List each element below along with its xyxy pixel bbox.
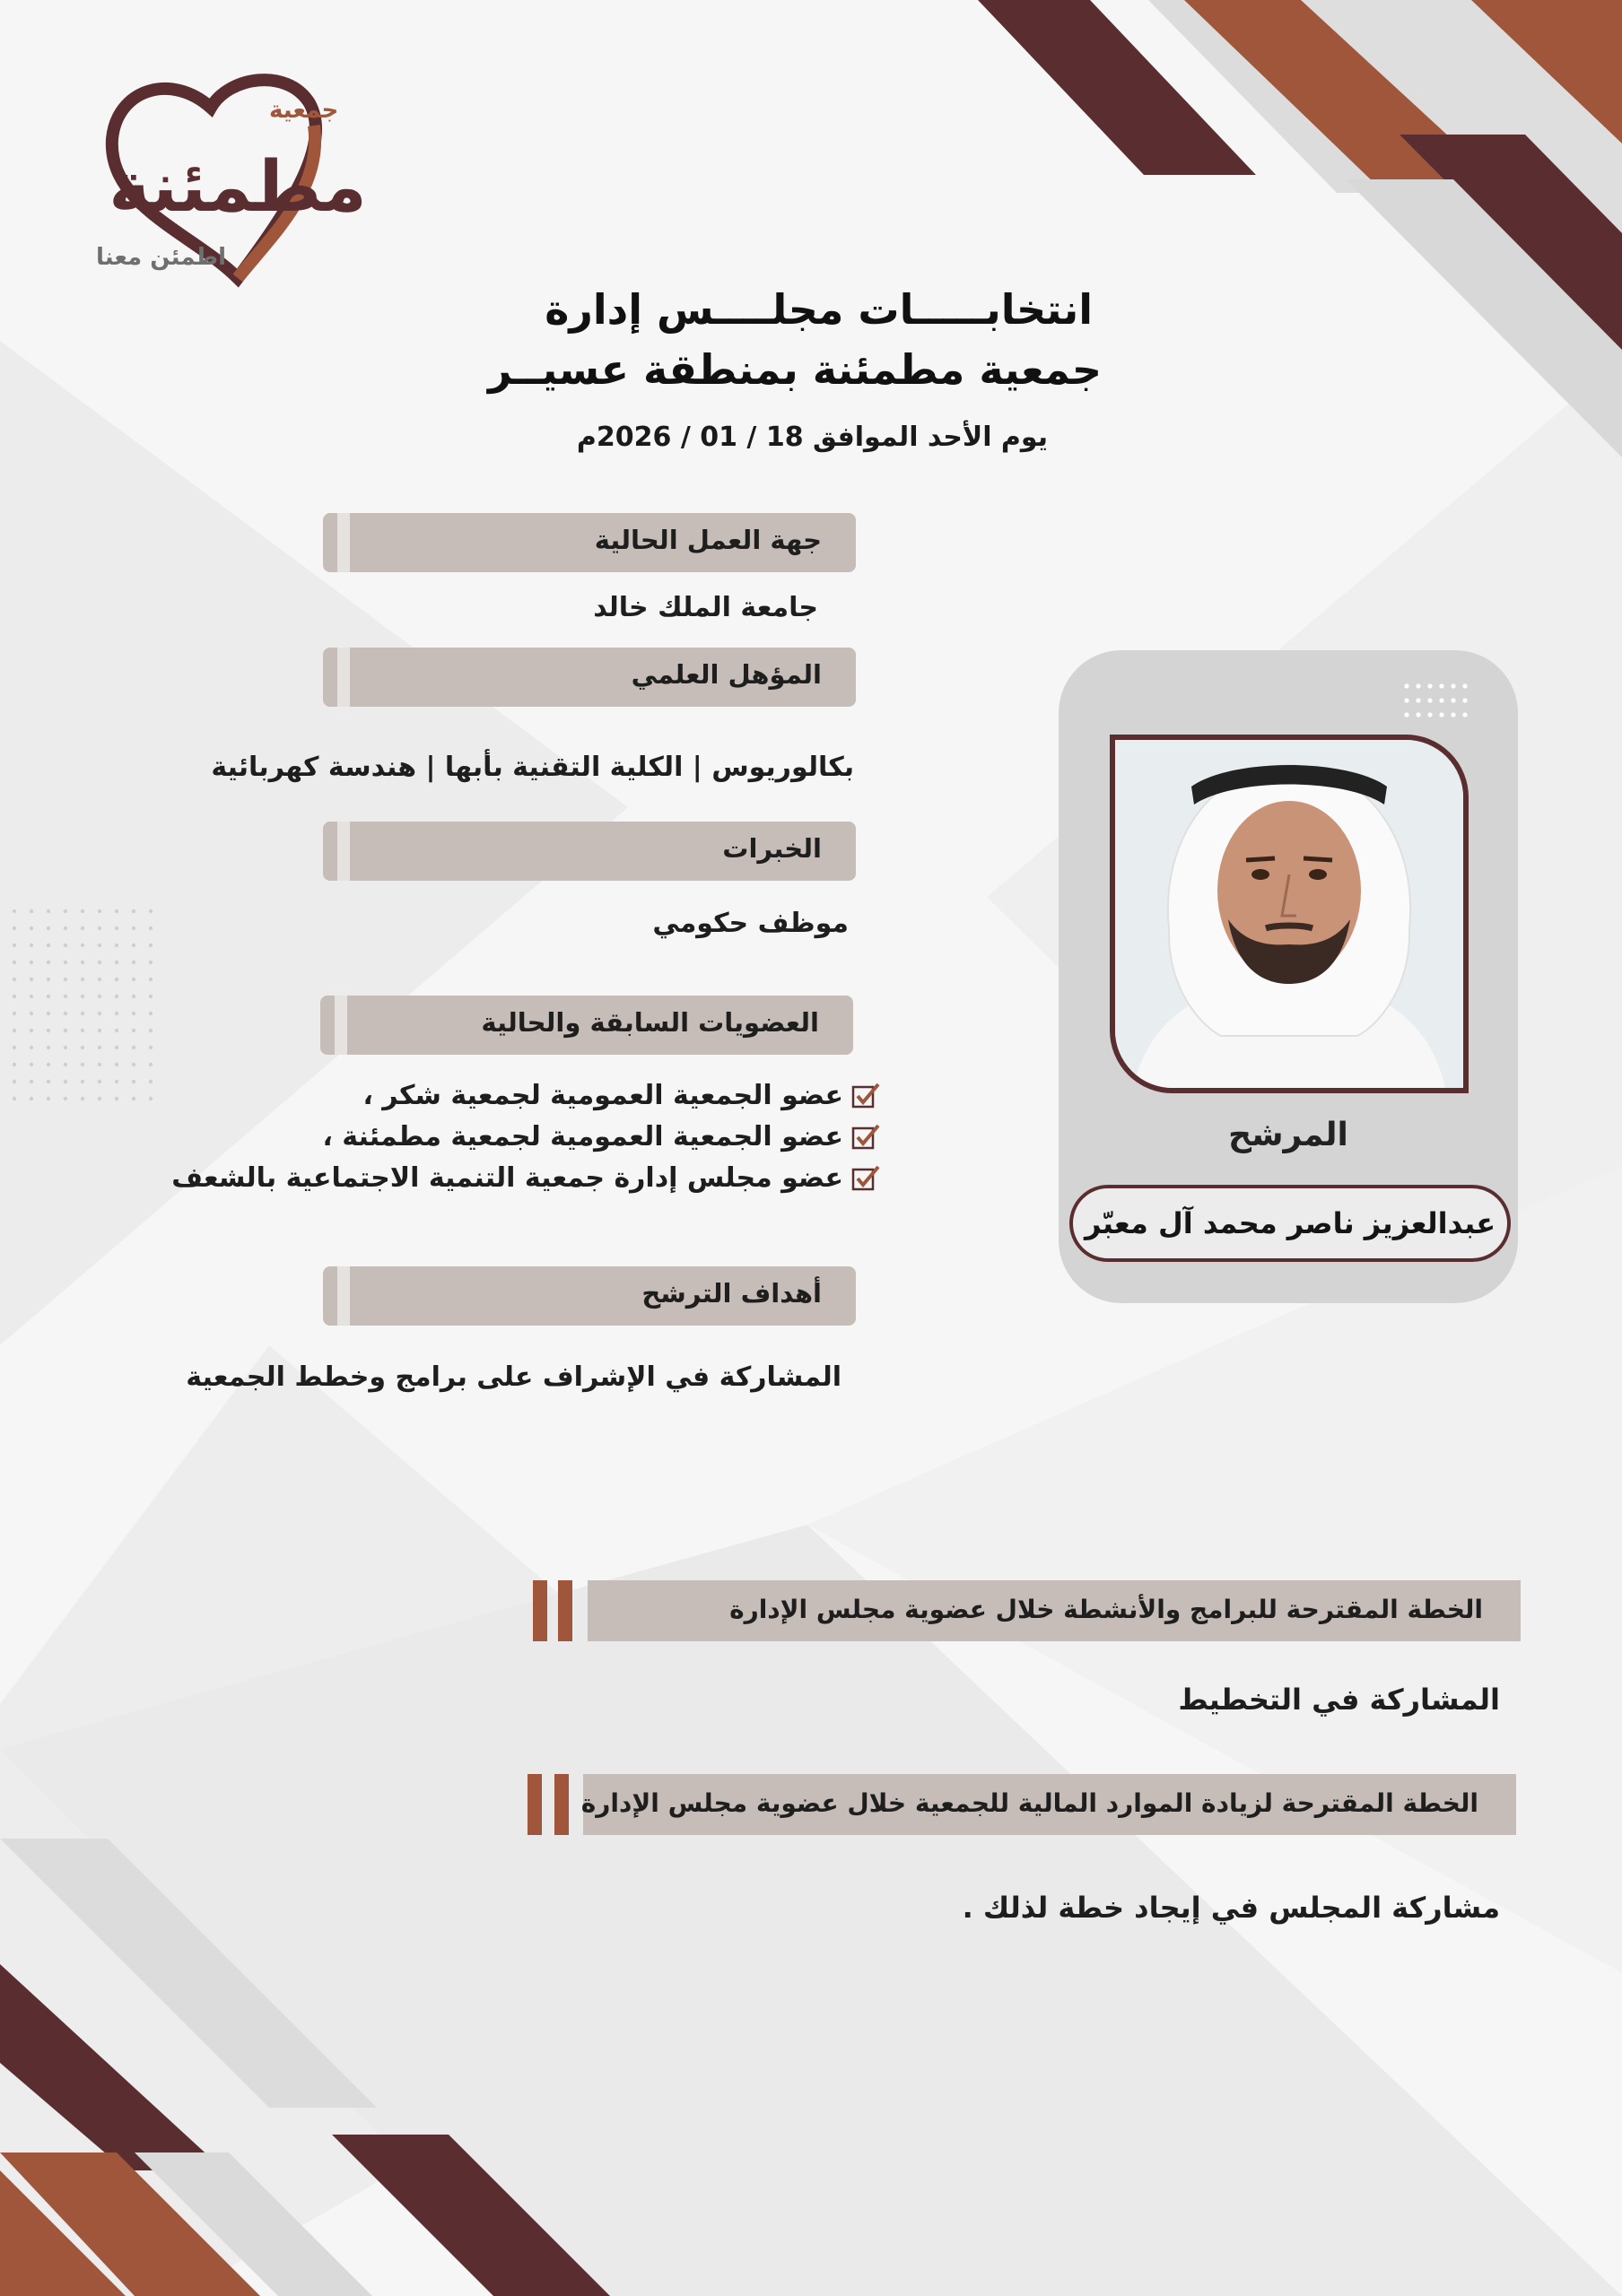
membership-text: عضو الجمعية العمومية لجمعية مطمئنة ،: [322, 1121, 843, 1152]
section-label: جهة العمل الحالية: [594, 525, 822, 555]
membership-item: [171, 1162, 881, 1194]
dot-grid-decoration: [1403, 683, 1471, 722]
work-value: جامعة الملك خالد: [593, 592, 818, 623]
section-label: العضويات السابقة والحالية: [481, 1007, 819, 1038]
section-label: أهداف الترشح: [641, 1278, 822, 1309]
election-date: يوم الأحد الموافق 18 / 01 / 2026م: [576, 422, 1048, 453]
candidate-portrait-icon: [1115, 740, 1463, 1088]
association-logo: [85, 54, 372, 296]
membership-item: [322, 1121, 881, 1152]
membership-item: [362, 1080, 881, 1111]
section-header-work: [323, 513, 856, 572]
section-header-goals: [323, 1266, 856, 1326]
checkbox-checked-icon: [850, 1122, 881, 1152]
plan-marker: [528, 1774, 542, 1835]
candidate-card: [1059, 650, 1518, 1303]
candidate-photo: [1110, 735, 1469, 1093]
goals-value: المشاركة في الإشراف على برامج وخطط الجمعية: [186, 1361, 842, 1393]
logo-word: جمعية: [269, 97, 339, 124]
dot-grid-decoration: [9, 906, 161, 1112]
page-title: انتخابـــــات مجلــــس إدارة: [545, 285, 1093, 334]
membership-text: عضو الجمعية العمومية لجمعية شكر ،: [362, 1080, 843, 1111]
plan-marker: [533, 1580, 547, 1641]
section-stripe: [337, 513, 350, 572]
candidate-name-badge: [1069, 1185, 1511, 1262]
section-header-qualification: [323, 648, 856, 707]
plan-label: الخطة المقترحة للبرامج والأنشطة خلال عضوية مجلس الإدارة: [729, 1595, 1483, 1624]
plan-label: الخطة المقترحة لزيادة الموارد المالية للجمعية خلال عضوية مجلس الإدارة: [580, 1788, 1478, 1818]
plan-programs-value: المشاركة في التخطيط: [1178, 1683, 1500, 1717]
section-stripe: [337, 822, 350, 881]
candidate-label: المرشح: [1228, 1117, 1348, 1153]
experience-value: موظف حكومي: [652, 908, 849, 939]
checkbox-checked-icon: [850, 1163, 881, 1194]
checkbox-checked-icon: [850, 1081, 881, 1111]
section-header-experience: [323, 822, 856, 881]
plan-finance-value: مشاركة المجلس في إيجاد خطة لذلك .: [962, 1891, 1500, 1925]
section-label: الخبرات: [722, 833, 822, 864]
section-stripe: [337, 1266, 350, 1326]
section-label: المؤهل العلمي: [631, 659, 822, 690]
plan-header-finance: [580, 1774, 1516, 1835]
membership-text: عضو مجلس إدارة جمعية التنمية الاجتماعية بالشعف: [171, 1162, 843, 1194]
page-subtitle: جمعية مطمئنة بمنطقة عسيــر: [487, 345, 1102, 394]
section-stripe: [337, 648, 350, 707]
svg-text:مطمئنة: مطمئنة: [109, 147, 367, 228]
section-stripe: [335, 996, 347, 1055]
plan-header-programs: [588, 1580, 1521, 1641]
qualification-value: بكالوريوس | الكلية التقنية بأبها | هندسة كهربائية: [211, 752, 854, 783]
logo-tagline: اطمئن معنا: [96, 244, 227, 271]
candidate-name: عبدالعزيز ناصر محمد آل معبّر: [1084, 1206, 1496, 1240]
plan-marker: [558, 1580, 572, 1641]
plan-marker: [554, 1774, 569, 1835]
section-header-memberships: [320, 996, 853, 1055]
